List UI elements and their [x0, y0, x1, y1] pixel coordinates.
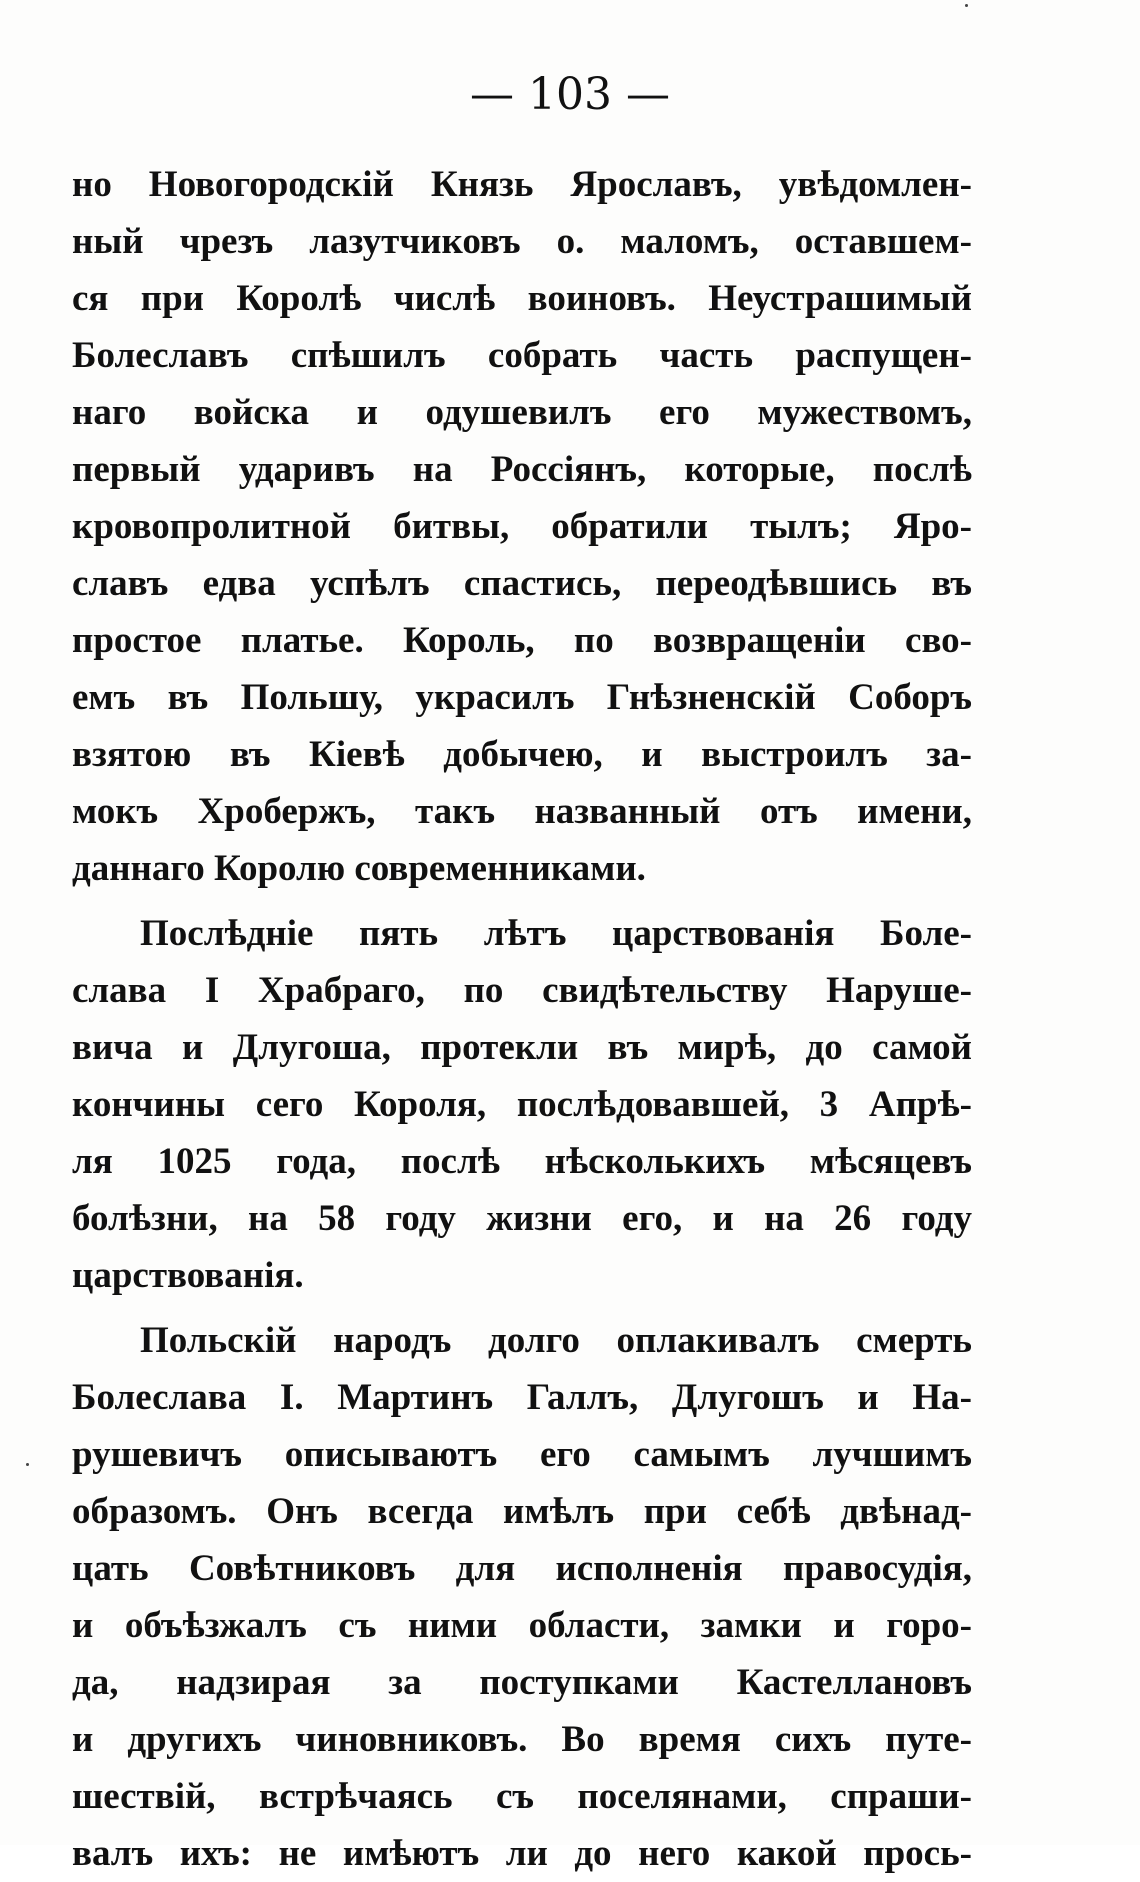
text-line: даннаго Королю современниками.	[72, 848, 646, 889]
text-line: кончины сего Короля, послѣдовавшей, 3 Апрѣ-	[72, 1084, 972, 1125]
text-line: Польскій народъ долго оплакивалъ смерть	[140, 1320, 972, 1361]
text-line: Послѣдніе пять лѣтъ царствованія Боле-	[140, 913, 972, 954]
text-line: ный чрезъ лазутчиковъ о. маломъ, оставшем-	[72, 221, 972, 262]
paragraph-2	[72, 905, 972, 1304]
text-line: валъ ихъ: не имѣютъ ли до него какой прось-	[72, 1833, 972, 1874]
text-line: Болеслава I. Мартинъ Галлъ, Длугошъ и На-	[72, 1377, 972, 1418]
text-line: взятою въ Кіевѣ добычею, и выстроилъ за-	[72, 734, 972, 775]
text-line: образомъ. Онъ всегда имѣлъ при себѣ двѣнад-	[72, 1491, 972, 1532]
paragraph-3	[72, 1312, 972, 1882]
text-line: кровопролитной битвы, обратили тылъ; Яро-	[72, 506, 972, 547]
text-line: рушевичъ описываютъ его самымъ лучшимъ	[72, 1434, 972, 1475]
text-line: ся при Королѣ числѣ воиновъ. Неустрашимый	[72, 278, 972, 319]
text-line: и объѣзжалъ съ ними области, замки и горо-	[72, 1605, 972, 1646]
body-text	[72, 156, 972, 1882]
text-line: наго войска и одушевилъ его мужествомъ,	[72, 392, 972, 433]
text-line: и другихъ чиновниковъ. Во время сихъ путе-	[72, 1719, 972, 1760]
paragraph-1	[72, 156, 972, 897]
text-line: да, надзирая за поступками Кастеллановъ	[72, 1662, 972, 1703]
text-line: Болеславъ спѣшилъ собрать часть распущен-	[72, 335, 972, 376]
text-line: болѣзни, на 58 году жизни его, и на 26 году	[72, 1198, 972, 1239]
text-line: цать Совѣтниковъ для исполненія правосудія,	[72, 1548, 972, 1589]
text-line: слава I Храбраго, по свидѣтельству Наруше-	[72, 970, 972, 1011]
text-line: царствованія.	[72, 1255, 304, 1296]
scan-speck	[965, 4, 968, 7]
text-line: мокъ Хробержъ, такъ названный отъ имени,	[72, 791, 972, 832]
text-line: простое платье. Король, по возвращеніи сво-	[72, 620, 972, 661]
text-line: первый ударивъ на Россіянъ, которые, послѣ	[72, 449, 972, 490]
text-line: славъ едва успѣлъ спастись, переодѣвшись въ	[72, 563, 972, 604]
page-number: — 103 —	[470, 69, 670, 120]
text-line: емъ въ Польшу, украсилъ Гнѣзненскій Соборъ	[72, 677, 972, 718]
scan-speck	[26, 1463, 29, 1466]
text-line: вича и Длугоша, протекли въ мирѣ, до самой	[72, 1027, 972, 1068]
text-line: ля 1025 года, послѣ нѣсколькихъ мѣсяцевъ	[72, 1141, 972, 1182]
text-line: шествій, встрѣчаясь съ поселянами, спраши-	[72, 1776, 972, 1817]
text-line: но Новогородскій Князь Ярославъ, увѣдомлен-	[72, 164, 972, 205]
